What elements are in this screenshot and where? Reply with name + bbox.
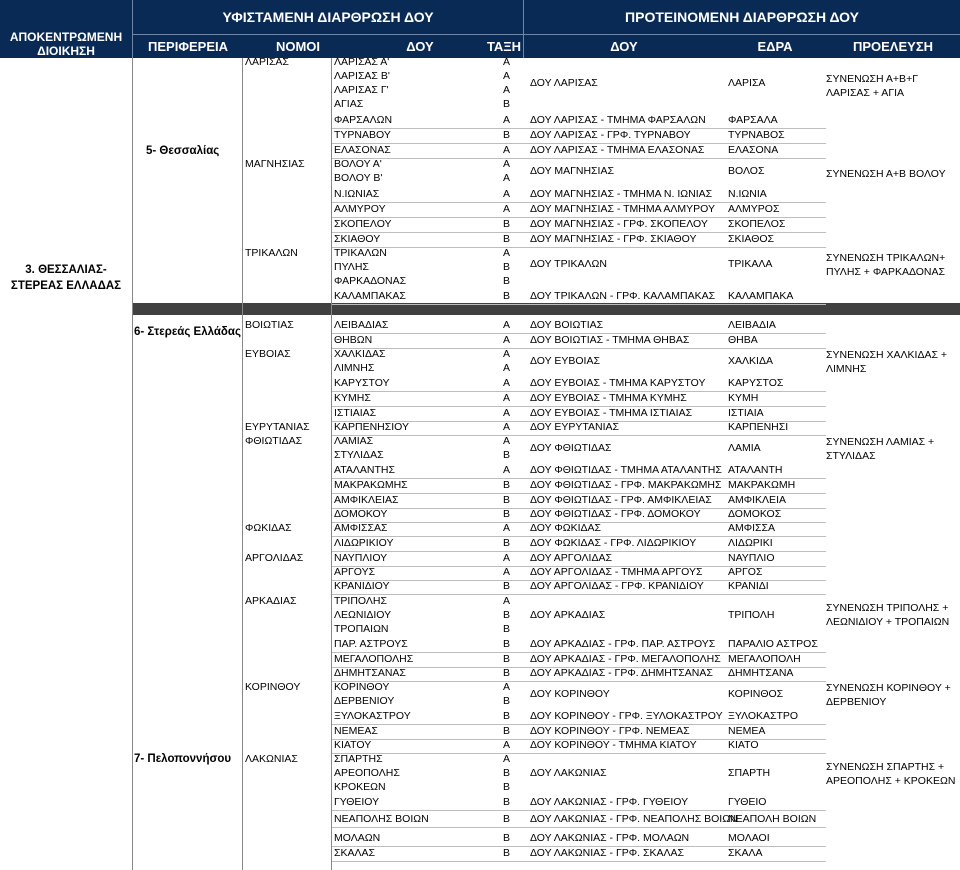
prefecture-cell: ΛΑΡΙΣΑΣ [245, 56, 289, 68]
prefecture-cell: ΑΡΚΑΔΙΑΣ [245, 595, 297, 607]
seat-cell: ΑΛΜΥΡΟΣ [728, 203, 780, 215]
merged-seat-cell: ΣΠΑΡΤΗ [728, 767, 771, 779]
doy-cell: ΣΤΥΛΙΔΑΣ [334, 449, 384, 461]
merged-new-doy-cell: ΔΟΥ ΛΑΡΙΣΑΣ [530, 77, 598, 89]
doy-cell: ΛΙΔΩΡΙΚΙΟΥ [334, 537, 394, 549]
doy-cell: ΚΙΑΤΟΥ [334, 739, 372, 751]
prefecture-cell: ΜΑΓΝΗΣΙΑΣ [245, 158, 305, 170]
new-doy-cell: ΔΟΥ ΚΟΡΙΝΘΟΥ - ΤΜΗΜΑ ΚΙΑΤΟΥ [530, 739, 697, 751]
class-cell: Α [503, 362, 511, 374]
seat-cell: ΑΤΑΛΑΝΤΗ [728, 464, 783, 476]
doy-cell: ΦΑΡΚΑΔΟΝΑΣ [334, 275, 407, 287]
col-origin-header: ΠΡΟΕΛΕΥΣΗ [852, 39, 934, 54]
col-admin-header: ΑΠΟΚΕΝΤΡΩΜΕΝΗ ΔΙΟΙΚΗΣΗ [9, 30, 123, 58]
doy-cell: ΣΠΑΡΤΗΣ [334, 753, 383, 765]
new-doy-cell: ΔΟΥ ΑΡΓΟΛΙΔΑΣ [530, 552, 612, 564]
doy-cell: ΜΕΓΑΛΟΠΟΛΗΣ [334, 653, 414, 665]
seat-cell: ΔΟΜΟΚΟΣ [728, 508, 782, 520]
seat-cell: ΚΑΛΑΜΠΑΚΑ [728, 290, 794, 302]
class-cell: Β [503, 813, 511, 825]
row-divider [332, 827, 826, 828]
merged-new-doy-cell: ΔΟΥ ΕΥΒΟΙΑΣ [530, 355, 600, 367]
doy-cell: Ν.ΙΩΝΙΑΣ [334, 188, 380, 200]
class-cell: Β [503, 233, 511, 245]
class-cell: Α [503, 435, 511, 447]
seat-cell: ΕΛΑΣΟΝΑ [728, 144, 779, 156]
class-cell: Β [503, 290, 511, 302]
merged-seat-cell: ΚΟΡΙΝΘΟΣ [728, 688, 784, 700]
doy-cell: ΑΜΦΙΣΣΑΣ [334, 522, 388, 534]
new-doy-cell: ΔΟΥ ΦΘΙΩΤΙΔΑΣ - ΓΡΦ. ΜΑΚΡΑΚΩΜΗΣ [530, 479, 722, 491]
merged-seat-cell: ΤΡΙΚΑΛΑ [728, 258, 773, 270]
col-doy-header: ΔΟΥ [406, 39, 434, 54]
class-cell: Α [503, 566, 511, 578]
doy-cell: ΤΡΟΠΑΙΩΝ [334, 623, 389, 635]
doy-cell: ΚΑΛΑΜΠΑΚΑΣ [334, 290, 406, 302]
class-cell: Α [503, 681, 511, 693]
new-doy-cell: ΔΟΥ ΑΡΓΟΛΙΔΑΣ - ΓΡΦ. ΚΡΑΝΙΔΙΟΥ [530, 580, 704, 592]
new-doy-cell: ΔΟΥ ΛΑΡΙΣΑΣ - ΤΜΗΜΑ ΕΛΑΣΟΝΑΣ [530, 144, 705, 156]
class-cell: Β [503, 832, 511, 844]
row-divider [332, 861, 826, 862]
prefecture-cell: ΒΟΙΩΤΙΑΣ [245, 319, 294, 331]
col-seat-header: ΕΔΡΑ [757, 39, 793, 54]
doy-cell: ΒΟΛΟΥ Β' [334, 172, 383, 184]
merged-origin-cell: ΣΥΝΕΝΩΣΗ ΤΡΙΠΟΛΗΣ + ΛΕΩΝΙΔΙΟΥ + ΤΡΟΠΑΙΩΝ [826, 602, 950, 628]
new-doy-cell: ΔΟΥ ΑΡΚΑΔΙΑΣ - ΓΡΦ. ΔΗΜΗΤΣΑΝΑΣ [530, 667, 713, 679]
new-doy-cell: ΔΟΥ ΦΘΙΩΤΙΔΑΣ - ΓΡΦ. ΑΜΦΙΚΛΕΙΑΣ [530, 494, 712, 506]
grid-vline-admin [132, 58, 133, 870]
class-cell: Α [503, 522, 511, 534]
prefecture-cell: ΤΡΙΚΑΛΩΝ [245, 247, 298, 259]
doy-cell: ΣΚΑΛΑΣ [334, 847, 376, 859]
seat-cell: ΚΑΡΠΕΝΗΣΙ [728, 421, 789, 433]
seat-cell: ΜΕΓΑΛΟΠΟΛΗ [728, 653, 801, 665]
seat-cell: ΣΚΑΛΑ [728, 847, 763, 859]
prefecture-cell: ΦΩΚΙΔΑΣ [245, 522, 292, 534]
doy-cell: ΦΑΡΣΑΛΩΝ [334, 114, 393, 126]
class-cell: Α [503, 595, 511, 607]
class-cell: Α [503, 392, 511, 404]
class-cell: Α [503, 56, 511, 68]
doy-cell: ΑΡΕΟΠΟΛΗΣ [334, 767, 400, 779]
class-cell: Α [503, 319, 511, 331]
seat-cell: ΚΙΑΤΟ [728, 739, 759, 751]
doy-cell: ΚΡΑΝΙΔΙΟΥ [334, 580, 390, 592]
seat-cell: ΣΚΙΑΘΟΣ [728, 233, 775, 245]
class-cell: Β [503, 580, 511, 592]
class-cell: Α [503, 377, 511, 389]
doy-cell: ΝΑΥΠΛΙΟΥ [334, 552, 388, 564]
prefecture-cell: ΛΑΚΩΝΙΑΣ [245, 753, 298, 765]
class-cell: Α [503, 188, 511, 200]
doy-cell: ΛΕΙΒΑΔΙΑΣ [334, 319, 389, 331]
prefecture-cell: ΕΥΡΥΤΑΝΙΑΣ [245, 421, 310, 433]
new-doy-cell: ΔΟΥ ΜΑΓΝΗΣΙΑΣ - ΤΜΗΜΑ Ν. ΙΩΝΙΑΣ [530, 188, 713, 200]
group-current-header: ΥΦΙΣΤΑΜΕΝΗ ΔΙΑΡΘΡΩΣΗ ΔΟΥ [222, 9, 434, 25]
col-new-doy-header: ΔΟΥ [610, 39, 638, 54]
seat-cell: ΞΥΛΟΚΑΣΤΡΟ [728, 710, 799, 722]
doy-cell: ΝΕΑΠΟΛΗΣ ΒΟΙΩΝ [334, 813, 429, 825]
merged-new-doy-cell: ΔΟΥ ΑΡΚΑΔΙΑΣ [530, 609, 606, 621]
merged-new-doy-cell: ΔΟΥ ΚΟΡΙΝΘΟΥ [530, 688, 610, 700]
class-cell: Α [503, 84, 511, 96]
doy-cell: ΜΑΚΡΑΚΩΜΗΣ [334, 479, 408, 491]
class-cell: Α [503, 348, 511, 360]
seat-cell: ΝΕΑΠΟΛΗ ΒΟΙΩΝ [728, 813, 817, 825]
doy-cell: ΑΛΜΥΡΟΥ [334, 203, 386, 215]
merged-origin-cell: ΣΥΝΕΝΩΣΗ ΛΑΜΙΑΣ + ΣΤΥΛΙΔΑΣ [826, 436, 935, 462]
seat-cell: ΑΡΓΟΣ [728, 566, 763, 578]
col-class-header: ΤΑΞΗ [486, 39, 522, 54]
doy-cell: ΜΟΛΑΩΝ [334, 832, 381, 844]
new-doy-cell: ΔΟΥ ΚΟΡΙΝΘΟΥ - ΓΡΦ. ΝΕΜΕΑΣ [530, 725, 690, 737]
new-doy-cell: ΔΟΥ ΦΘΙΩΤΙΔΑΣ - ΤΜΗΜΑ ΑΤΑΛΑΝΤΗΣ [530, 464, 722, 476]
class-cell: Α [503, 158, 511, 170]
doy-cell: ΤΡΙΚΑΛΩΝ [334, 247, 387, 259]
seat-cell: ΚΡΑΝΙΔΙ [728, 580, 769, 592]
class-cell: Α [503, 114, 511, 126]
doy-cell: ΛΙΜΝΗΣ [334, 362, 375, 374]
doy-cell: ΛΑΡΙΣΑΣ Β' [334, 70, 390, 82]
grid-vline-region [242, 58, 243, 870]
new-doy-cell: ΔΟΥ ΜΑΓΝΗΣΙΑΣ - ΓΡΦ. ΣΚΟΠΕΛΟΥ [530, 218, 708, 230]
merged-seat-cell: ΛΑΡΙΣΑ [728, 77, 766, 89]
new-doy-cell: ΔΟΥ ΕΥΒΟΙΑΣ - ΤΜΗΜΑ ΚΥΜΗΣ [530, 392, 687, 404]
new-doy-cell: ΔΟΥ ΤΡΙΚΑΛΩΝ - ΓΡΦ. ΚΑΛΑΜΠΑΚΑΣ [530, 290, 716, 302]
new-doy-cell: ΔΟΥ ΛΑΚΩΝΙΑΣ - ΓΡΦ. ΜΟΛΑΩΝ [530, 832, 690, 844]
region-label-sterea: 6- Στερεάς Ελλάδας [134, 326, 241, 338]
seat-cell: ΝΑΥΠΛΙΟ [728, 552, 775, 564]
doy-cell: ΛΑΜΙΑΣ [334, 435, 374, 447]
doy-cell: ΠΑΡ. ΑΣΤΡΟΥΣ [334, 638, 408, 650]
new-doy-cell: ΔΟΥ ΦΘΙΩΤΙΔΑΣ - ΓΡΦ. ΔΟΜΟΚΟΥ [530, 508, 701, 520]
class-cell: Α [503, 203, 511, 215]
prefecture-cell: ΑΡΓΟΛΙΔΑΣ [245, 552, 304, 564]
admin-label: 3. ΘΕΣΣΑΛΙΑΣ-ΣΤΕΡΕΑΣ ΕΛΛΑΔΑΣ [10, 264, 122, 292]
class-cell: Β [503, 638, 511, 650]
class-cell: Β [503, 796, 511, 808]
class-cell: Β [503, 129, 511, 141]
doy-cell: ΠΥΛΗΣ [334, 261, 369, 273]
doy-cell: ΤΡΙΠΟΛΗΣ [334, 595, 387, 607]
doy-cell: ΧΑΛΚΙΔΑΣ [334, 348, 386, 360]
class-cell: Α [503, 70, 511, 82]
doy-cell: ΚΥΜΗΣ [334, 392, 371, 404]
new-doy-cell: ΔΟΥ ΜΑΓΝΗΣΙΑΣ - ΓΡΦ. ΣΚΙΑΘΟΥ [530, 233, 697, 245]
class-cell: Α [503, 753, 511, 765]
class-cell: Β [503, 494, 511, 506]
doy-cell: ΝΕΜΕΑΣ [334, 725, 378, 737]
new-doy-cell: ΔΟΥ ΜΑΓΝΗΣΙΑΣ - ΤΜΗΜΑ ΑΛΜΥΡΟΥ [530, 203, 715, 215]
col-prefecture-header: ΝΟΜΟΙ [275, 39, 321, 54]
merged-origin-cell: ΣΥΝΕΝΩΣΗ Α+Β+Γ ΛΑΡΙΣΑΣ + ΑΓΙΑ [826, 73, 918, 99]
doy-cell: ΚΟΡΙΝΘΟΥ [334, 681, 390, 693]
class-cell: Β [503, 261, 511, 273]
merged-seat-cell: ΧΑΛΚΙΔΑ [728, 355, 773, 367]
doy-cell: ΑΜΦΙΚΛΕΙΑΣ [334, 494, 399, 506]
doy-cell: ΛΕΩΝΙΔΙΟΥ [334, 609, 392, 621]
new-doy-cell: ΔΟΥ ΒΟΙΩΤΙΑΣ - ΤΜΗΜΑ ΘΗΒΑΣ [530, 334, 690, 346]
class-cell: Α [503, 144, 511, 156]
header-divider-row [133, 34, 960, 35]
class-cell: Β [503, 218, 511, 230]
new-doy-cell: ΔΟΥ ΒΟΙΩΤΙΑΣ [530, 319, 604, 331]
merged-seat-cell: ΒΟΛΟΣ [728, 165, 765, 177]
prefecture-cell: ΚΟΡΙΝΘΟΥ [245, 681, 301, 693]
group-proposed-header: ΠΡΟΤΕΙΝΟΜΕΝΗ ΔΙΑΡΘΡΩΣΗ ΔΟΥ [625, 9, 859, 25]
seat-cell: Ν.ΙΩΝΙΑ [728, 188, 767, 200]
doy-cell: ΚΑΡΥΣΤΟΥ [334, 377, 390, 389]
class-cell: Β [503, 781, 511, 793]
class-cell: Β [503, 479, 511, 491]
doy-cell: ΔΟΜΟΚΟΥ [334, 508, 388, 520]
seat-cell: ΑΜΦΙΣΣΑ [728, 522, 776, 534]
seat-cell: ΦΑΡΣΑΛΑ [728, 114, 778, 126]
new-doy-cell: ΔΟΥ ΛΑΚΩΝΙΑΣ - ΓΡΦ. ΝΕΑΠΟΛΗΣ ΒΟΙΩΝ [530, 813, 738, 825]
new-doy-cell: ΔΟΥ ΕΥΡΥΤΑΝΙΑΣ [530, 421, 619, 433]
grid-vline-prefecture [331, 58, 332, 870]
merged-new-doy-cell: ΔΟΥ ΜΑΓΝΗΣΙΑΣ [530, 165, 614, 177]
doy-cell: ΛΑΡΙΣΑΣ Α' [334, 56, 390, 68]
merged-origin-cell: ΣΥΝΕΝΩΣΗ ΧΑΛΚΙΔΑΣ + ΛΙΜΝΗΣ [826, 349, 948, 375]
class-cell: Α [503, 334, 511, 346]
new-doy-cell: ΔΟΥ ΦΩΚΙΔΑΣ [530, 522, 602, 534]
seat-cell: ΑΜΦΙΚΛΕΙΑ [728, 494, 786, 506]
seat-cell: ΚΑΡΥΣΤΟΣ [728, 377, 784, 389]
merged-origin-cell: ΣΥΝΕΝΩΣΗ ΣΠΑΡΤΗΣ + ΑΡΕΟΠΟΛΗΣ + ΚΡΟΚΕΩΝ [826, 761, 956, 787]
seat-cell: ΙΣΤΙΑΙΑ [728, 407, 764, 419]
row-divider [332, 810, 826, 811]
merged-new-doy-cell: ΔΟΥ ΦΘΙΩΤΙΔΑΣ [530, 442, 612, 454]
seat-cell: ΣΚΟΠΕΛΟΣ [728, 218, 786, 230]
merged-new-doy-cell: ΔΟΥ ΛΑΚΩΝΙΑΣ [530, 767, 607, 779]
class-cell: Α [503, 172, 511, 184]
seat-cell: ΓΥΘΕΙΟ [728, 796, 767, 808]
class-cell: Β [503, 449, 511, 461]
doy-cell: ΛΑΡΙΣΑΣ Γ' [334, 84, 389, 96]
col-region-header: ΠΕΡΙΦΕΡΕΙΑ [147, 39, 229, 54]
new-doy-cell: ΔΟΥ ΛΑΡΙΣΑΣ - ΓΡΦ. ΤΥΡΝΑΒΟΥ [530, 129, 691, 141]
merged-origin-cell: ΣΥΝΕΝΩΣΗ ΤΡΙΚΑΛΩΝ+ ΠΥΛΗΣ + ΦΑΡΚΑΔΟΝΑΣ [826, 252, 946, 278]
doy-cell: ΒΟΛΟΥ Α' [334, 158, 382, 170]
merged-seat-cell: ΛΑΜΙΑ [728, 442, 761, 454]
doy-cell: ΔΗΜΗΤΣΑΝΑΣ [334, 667, 406, 679]
class-cell: Β [503, 653, 511, 665]
seat-cell: ΤΥΡΝΑΒΟΣ [728, 129, 785, 141]
class-cell: Α [503, 739, 511, 751]
new-doy-cell: ΔΟΥ ΕΥΒΟΙΑΣ - ΤΜΗΜΑ ΚΑΡΥΣΤΟΥ [530, 377, 706, 389]
doy-cell: ΓΥΘΕΙΟΥ [334, 796, 380, 808]
doy-cell: ΔΕΡΒΕΝΙΟΥ [334, 695, 395, 707]
merged-seat-cell: ΤΡΙΠΟΛΗ [728, 609, 775, 621]
merged-origin-cell: ΣΥΝΕΝΩΣΗ Α+Β ΒΟΛΟΥ [826, 168, 946, 180]
class-cell: Β [503, 847, 511, 859]
new-doy-cell: ΔΟΥ ΑΡΚΑΔΙΑΣ - ΓΡΦ. ΜΕΓΑΛΟΠΟΛΗΣ [530, 653, 721, 665]
class-cell: Β [503, 725, 511, 737]
new-doy-cell: ΔΟΥ ΦΩΚΙΔΑΣ - ΓΡΦ. ΛΙΔΩΡΙΚΙΟΥ [530, 537, 697, 549]
seat-cell: ΛΕΙΒΑΔΙΑ [728, 319, 776, 331]
class-cell: Β [503, 275, 511, 287]
class-cell: Β [503, 537, 511, 549]
class-cell: Α [503, 407, 511, 419]
doy-cell: ΣΚΙΑΘΟΥ [334, 233, 381, 245]
class-cell: Β [503, 98, 511, 110]
seat-cell: ΜΟΛΑΟΙ [728, 832, 770, 844]
new-doy-cell: ΔΟΥ ΑΡΚΑΔΙΑΣ - ΓΡΦ. ΠΑΡ. ΑΣΤΡΟΥΣ [530, 638, 716, 650]
doy-cell: ΘΗΒΩΝ [334, 334, 373, 346]
new-doy-cell: ΔΟΥ ΕΥΒΟΙΑΣ - ΤΜΗΜΑ ΙΣΤΙΑΙΑΣ [530, 407, 693, 419]
seat-cell: ΘΗΒΑ [728, 334, 758, 346]
class-cell: Β [503, 508, 511, 520]
seat-cell: ΔΗΜΗΤΣΑΝΑ [728, 667, 794, 679]
doy-cell: ΑΡΓΟΥΣ [334, 566, 376, 578]
doy-cell: ΣΚΟΠΕΛΟΥ [334, 218, 392, 230]
class-cell: Α [503, 247, 511, 259]
doy-cell: ΙΣΤΙΑΙΑΣ [334, 407, 377, 419]
doy-cell: ΚΑΡΠΕΝΗΣΙΟΥ [334, 421, 410, 433]
seat-cell: ΚΥΜΗ [728, 392, 759, 404]
class-cell: Β [503, 767, 511, 779]
merged-new-doy-cell: ΔΟΥ ΤΡΙΚΑΛΩΝ [530, 258, 607, 270]
new-doy-cell: ΔΟΥ ΚΟΡΙΝΘΟΥ - ΓΡΦ. ΞΥΛΟΚΑΣΤΡΟΥ [530, 710, 723, 722]
row-divider [332, 304, 826, 305]
doy-cell: ΤΥΡΝΑΒΟΥ [334, 129, 391, 141]
class-cell: Α [503, 421, 511, 433]
doy-cell: ΚΡΟΚΕΩΝ [334, 781, 386, 793]
class-cell: Β [503, 710, 511, 722]
merged-origin-cell: ΣΥΝΕΝΩΣΗ ΚΟΡΙΝΘΟΥ + ΔΕΡΒΕΝΙΟΥ [826, 682, 951, 708]
class-cell: Β [503, 623, 511, 635]
prefecture-cell: ΕΥΒΟΙΑΣ [245, 348, 291, 360]
class-cell: Α [503, 552, 511, 564]
region-label-peloponnese: 7- Πελοποννήσου [134, 753, 232, 765]
class-cell: Β [503, 695, 511, 707]
class-cell: Β [503, 609, 511, 621]
seat-cell: ΠΑΡΑΛΙΟ ΑΣΤΡΟΣ [728, 638, 818, 650]
class-cell: Α [503, 464, 511, 476]
doy-cell: ΞΥΛΟΚΑΣΤΡΟΥ [334, 710, 411, 722]
new-doy-cell: ΔΟΥ ΛΑΚΩΝΙΑΣ - ΓΡΦ. ΣΚΑΛΑΣ [530, 847, 684, 859]
new-doy-cell: ΔΟΥ ΛΑΡΙΣΑΣ - ΤΜΗΜΑ ΦΑΡΣΑΛΩΝ [530, 114, 706, 126]
class-cell: Β [503, 667, 511, 679]
doy-cell: ΑΓΙΑΣ [334, 98, 364, 110]
seat-cell: ΜΑΚΡΑΚΩΜΗ [728, 479, 796, 491]
new-doy-cell: ΔΟΥ ΛΑΚΩΝΙΑΣ - ΓΡΦ. ΓΥΘΕΙΟΥ [530, 796, 689, 808]
region-label-thessaly: 5- Θεσσαλίας [146, 145, 220, 157]
doy-cell: ΑΤΑΛΑΝΤΗΣ [334, 464, 395, 476]
new-doy-cell: ΔΟΥ ΑΡΓΟΛΙΔΑΣ - ΤΜΗΜΑ ΑΡΓΟΥΣ [530, 566, 703, 578]
prefecture-cell: ΦΘΙΩΤΙΔΑΣ [245, 435, 303, 447]
seat-cell: ΛΙΔΩΡΙΚΙ [728, 537, 773, 549]
doy-cell: ΕΛΑΣΟΝΑΣ [334, 144, 391, 156]
seat-cell: ΝΕΜΕΑ [728, 725, 766, 737]
